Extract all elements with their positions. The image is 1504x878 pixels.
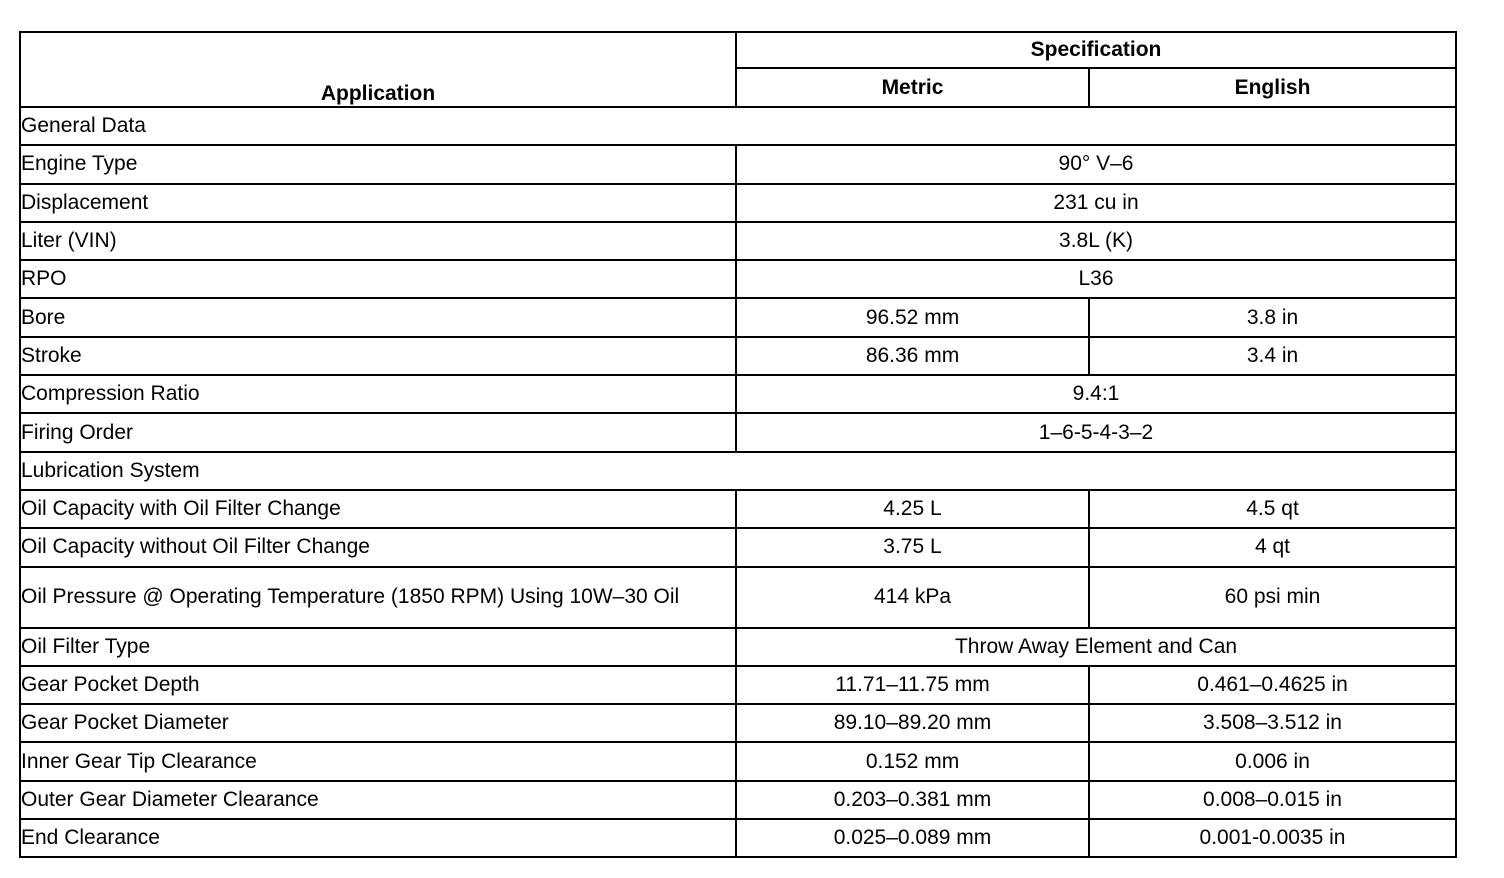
english-value-cell: 0.006 in [1089,742,1456,780]
application-cell: Outer Gear Diameter Clearance [20,781,736,819]
spec-value-cell: 3.8L (K) [736,222,1456,260]
metric-value-cell: 0.203–0.381 mm [736,781,1089,819]
table-row [20,528,1456,566]
metric-value-cell: 96.52 mm [736,298,1089,336]
table-row [20,666,1456,704]
table-row [20,145,1456,183]
english-value-cell: 3.4 in [1089,337,1456,375]
english-value-cell: 0.461–0.4625 in [1089,666,1456,704]
application-cell: Gear Pocket Diameter [20,704,736,742]
section-lubrication-system: Lubrication System [20,452,1456,490]
metric-value-cell: 11.71–11.75 mm [736,666,1089,704]
application-cell: Compression Ratio [20,375,736,413]
application-cell: Oil Filter Type [20,628,736,666]
application-cell: Stroke [20,337,736,375]
english-value-cell: 4 qt [1089,528,1456,566]
metric-value-cell: 86.36 mm [736,337,1089,375]
application-cell: End Clearance [20,819,736,857]
spec-value-cell: 90° V–6 [736,145,1456,183]
metric-value-cell: 89.10–89.20 mm [736,704,1089,742]
table-row [20,781,1456,819]
table-row [20,490,1456,528]
table-row [20,567,1456,628]
application-cell: Oil Pressure @ Operating Temperature (1850 RPM) Using 10W–30 Oil [20,567,736,628]
metric-value-cell: 0.152 mm [736,742,1089,780]
application-cell: Gear Pocket Depth [20,666,736,704]
english-value-cell: 0.001-0.0035 in [1089,819,1456,857]
application-header: Application [20,32,736,107]
english-value-cell: 60 psi min [1089,567,1456,628]
application-cell: Firing Order [20,413,736,451]
table-row [20,704,1456,742]
table-row [20,375,1456,413]
table-row [20,260,1456,298]
spec-value-cell: 1–6-5-4-3–2 [736,413,1456,451]
engine-spec-table [19,31,1457,858]
application-cell: Oil Capacity without Oil Filter Change [20,528,736,566]
metric-value-cell: 4.25 L [736,490,1089,528]
metric-value-cell: 3.75 L [736,528,1089,566]
table-row [20,628,1456,666]
section-general-data: General Data [20,107,1456,145]
table-row [20,413,1456,451]
metric-value-cell: 0.025–0.089 mm [736,819,1089,857]
specification-header: Specification [736,32,1456,68]
table-row [20,742,1456,780]
application-cell: RPO [20,260,736,298]
spec-value-cell: 231 cu in [736,184,1456,222]
table-row [20,337,1456,375]
english-header: English [1089,68,1456,107]
table-row [20,184,1456,222]
table-row [20,819,1456,857]
table-row [20,298,1456,336]
application-cell: Displacement [20,184,736,222]
spec-value-cell: Throw Away Element and Can [736,628,1456,666]
metric-header: Metric [736,68,1089,107]
application-cell: Liter (VIN) [20,222,736,260]
english-value-cell: 3.508–3.512 in [1089,704,1456,742]
spec-value-cell: 9.4:1 [736,375,1456,413]
application-cell: Inner Gear Tip Clearance [20,742,736,780]
application-cell: Oil Capacity with Oil Filter Change [20,490,736,528]
english-value-cell: 4.5 qt [1089,490,1456,528]
table-row [20,222,1456,260]
english-value-cell: 0.008–0.015 in [1089,781,1456,819]
application-cell: Bore [20,298,736,336]
spec-value-cell: L36 [736,260,1456,298]
metric-value-cell: 414 kPa [736,567,1089,628]
english-value-cell: 3.8 in [1089,298,1456,336]
application-cell: Engine Type [20,145,736,183]
